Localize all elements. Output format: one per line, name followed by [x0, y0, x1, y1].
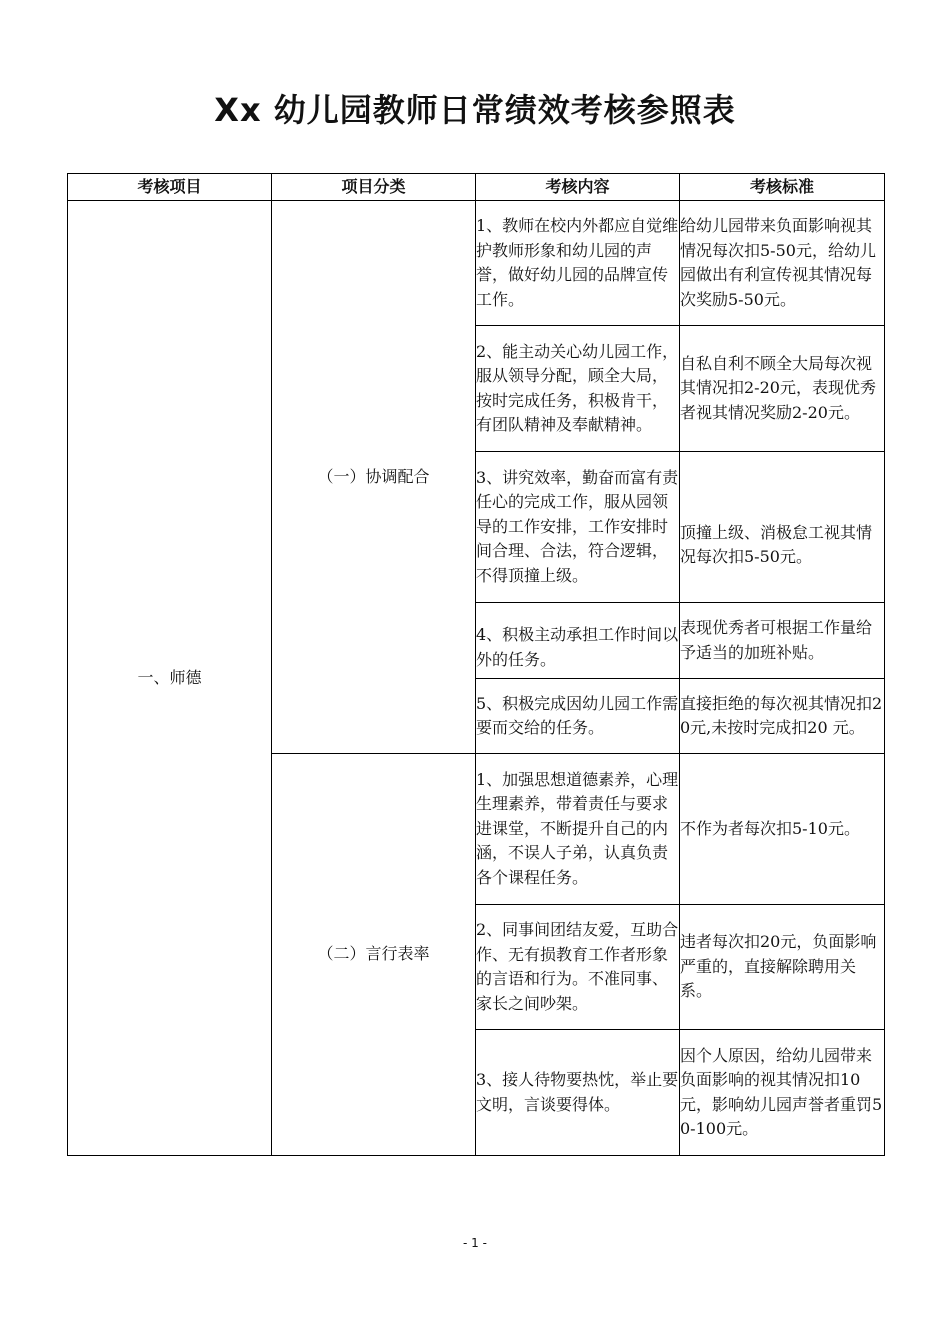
content-cell: 5、积极完成因幼儿园工作需要而交给的任务。: [476, 679, 680, 754]
category-cell: （二）言行表率: [272, 754, 476, 1156]
standard-cell: 直接拒绝的每次视其情况扣20元,未按时完成扣20 元。: [680, 679, 885, 754]
standard-cell: 顶撞上级、消极怠工视其情况每次扣5-50元。: [680, 452, 885, 603]
content-cell: 2、同事间团结友爱，互助合作、无有损教育工作者形象的言语和行为。不准同事、家长之间吵架。: [476, 905, 680, 1030]
project-cell: 一、师德: [68, 201, 272, 1156]
category-cell: （一）协调配合: [272, 201, 476, 754]
content-cell: 3、接人待物要热忱，举止要文明，言谈要得体。: [476, 1030, 680, 1156]
content-cell: 2、能主动关心幼儿园工作，服从领导分配，顾全大局，按时完成任务，积极肯干，有团队精神及奉献精神。: [476, 326, 680, 452]
content-cell: 3、讲究效率，勤奋而富有责任心的完成工作，服从园领导的工作安排，工作安排时间合理、合法，符合逻辑，不得顶撞上级。: [476, 452, 680, 603]
page-number: - 1 -: [463, 1236, 487, 1250]
standard-cell: 违者每次扣20元，负面影响严重的，直接解除聘用关系。: [680, 905, 885, 1030]
standard-cell: 给幼儿园带来负面影响视其情况每次扣5-50元，给幼儿园做出有利宣传视其情况每次奖励5-50元。: [680, 201, 885, 326]
standard-cell: 因个人原因，给幼儿园带来负面影响的视其情况扣10元，影响幼儿园声誉者重罚50-100元。: [680, 1030, 885, 1156]
header-project: 考核项目: [68, 174, 272, 201]
table-row: [68, 201, 885, 326]
content-cell: 1、加强思想道德素养，心理生理素养，带着责任与要求进课堂，不断提升自己的内涵，不误人子弟，认真负责各个课程任务。: [476, 754, 680, 905]
content-cell: 1、教师在校内外都应自觉维护教师形象和幼儿园的声誉，做好幼儿园的品牌宣传工作。: [476, 201, 680, 326]
header-category: 项目分类: [272, 174, 476, 201]
header-content: 考核内容: [476, 174, 680, 201]
header-standard: 考核标准: [680, 174, 885, 201]
content-cell: 4、积极主动承担工作时间以外的任务。: [476, 603, 680, 679]
standard-cell: 自私自利不顾全大局每次视其情况扣2-20元，表现优秀者视其情况奖励2-20元。: [680, 326, 885, 452]
standard-cell: 表现优秀者可根据工作量给予适当的加班补贴。: [680, 603, 885, 679]
page-title: Xx 幼儿园教师日常绩效考核参照表: [214, 91, 736, 129]
header-row: [68, 174, 885, 201]
standard-cell: 不作为者每次扣5-10元。: [680, 754, 885, 905]
assessment-table: [67, 173, 885, 1156]
